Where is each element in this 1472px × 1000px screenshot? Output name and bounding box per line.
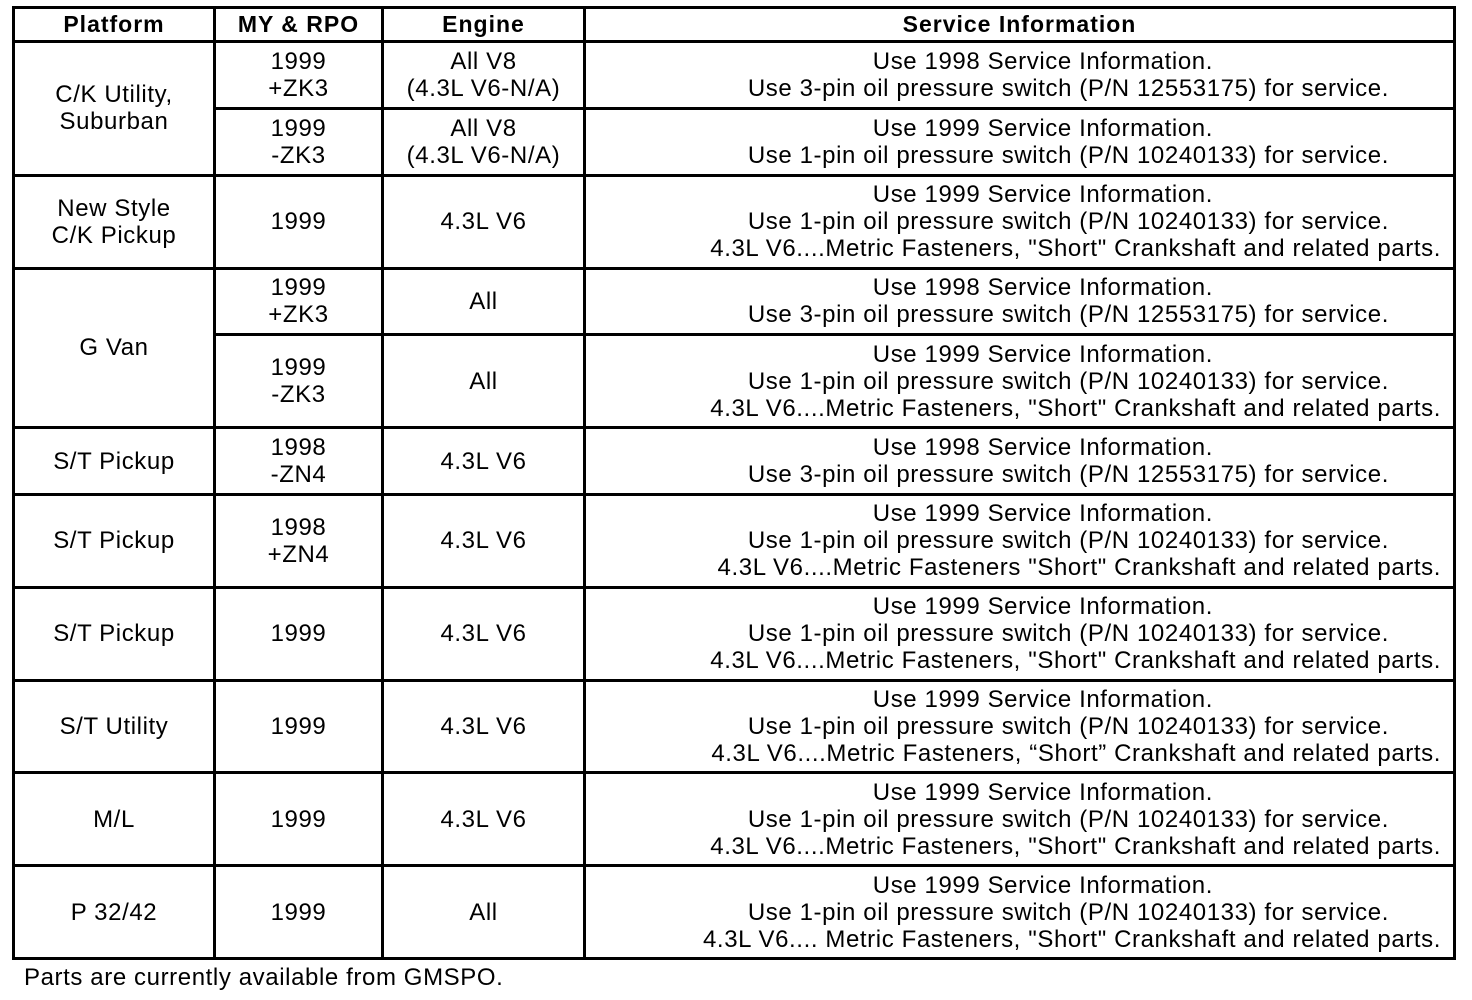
cell-my-rpo-line: -ZN4	[270, 461, 327, 489]
cell-engine-line: (4.3L V6-N/A)	[406, 141, 561, 169]
cell-service-information-line: Use 1999 Service Information.	[872, 340, 1213, 368]
cell-service-information-line: Use 1998 Service Information.	[872, 47, 1213, 75]
cell-engine-line: 4.3L V6	[440, 712, 527, 740]
cell-my-rpo	[215, 587, 383, 680]
cell-my-rpo-line: 1998	[270, 434, 327, 462]
header-service-information: Service Information	[585, 8, 1455, 42]
cell-engine-line: 4.3L V6	[440, 447, 527, 475]
cell-my-rpo-line: -ZK3	[271, 141, 326, 169]
cell-service-information-line: Use 1-pin oil pressure switch (P/N 10240133) for service.	[747, 898, 1389, 926]
cell-my-rpo	[215, 495, 383, 588]
header-engine: Engine	[383, 8, 585, 42]
cell-platform: S/T Utility	[14, 680, 215, 773]
cell-service-information-line: Use 1-pin oil pressure switch (P/N 10240133) for service.	[747, 141, 1389, 169]
table-row	[14, 866, 1455, 959]
cell-service-information-line: 4.3L V6....Metric Fasteners, “Short” Crankshaft and related parts.	[711, 739, 1441, 767]
cell-engine-line: All	[469, 898, 498, 926]
header-platform: Platform	[14, 8, 215, 42]
table-row	[14, 587, 1455, 680]
cell-my-rpo-line: 1999	[270, 47, 327, 75]
cell-service-information-line: Use 1999 Service Information.	[872, 114, 1213, 142]
cell-service-information-line: 4.3L V6....Metric Fasteners, "Short" Crankshaft and related parts.	[710, 394, 1441, 422]
cell-service-information	[585, 108, 1455, 175]
table-row	[14, 773, 1455, 866]
cell-platform: C/K Utility, Suburban	[14, 42, 215, 176]
cell-service-information-line: Use 1999 Service Information.	[872, 181, 1213, 209]
cell-engine-line: 4.3L V6	[440, 805, 527, 833]
cell-engine	[383, 42, 585, 109]
table-body	[14, 42, 1455, 959]
cell-service-information	[585, 866, 1455, 959]
cell-my-rpo	[215, 42, 383, 109]
cell-service-information-line: Use 1-pin oil pressure switch (P/N 10240133) for service.	[747, 367, 1389, 395]
cell-engine-line: 4.3L V6	[440, 620, 527, 648]
cell-my-rpo-line: 1998	[270, 513, 327, 541]
cell-engine	[383, 175, 585, 268]
cell-engine-line: 4.3L V6	[440, 208, 527, 236]
cell-engine	[383, 495, 585, 588]
cell-my-rpo-line: 1999	[270, 620, 327, 648]
table-row	[14, 335, 1455, 428]
cell-service-information-line: Use 3-pin oil pressure switch (P/N 12553175) for service.	[747, 301, 1389, 329]
cell-my-rpo	[215, 268, 383, 335]
cell-engine	[383, 587, 585, 680]
cell-engine	[383, 773, 585, 866]
cell-service-information-line: Use 1998 Service Information.	[872, 274, 1213, 302]
cell-service-information-line: Use 1-pin oil pressure switch (P/N 10240133) for service.	[747, 712, 1389, 740]
table-row	[14, 428, 1455, 495]
cell-engine-line: All V8	[450, 114, 517, 142]
cell-engine	[383, 680, 585, 773]
cell-my-rpo	[215, 866, 383, 959]
cell-engine	[383, 268, 585, 335]
cell-my-rpo-line: 1999	[270, 274, 327, 302]
cell-service-information	[585, 335, 1455, 428]
cell-service-information-line: Use 1-pin oil pressure switch (P/N 10240133) for service.	[747, 805, 1389, 833]
cell-engine-line: All	[469, 287, 498, 315]
footnote: Parts are currently available from GMSPO.	[24, 964, 504, 991]
cell-engine	[383, 866, 585, 959]
cell-service-information-line: Use 1999 Service Information.	[872, 500, 1213, 528]
cell-my-rpo-line: -ZK3	[271, 381, 326, 409]
cell-service-information-line: Use 1999 Service Information.	[872, 871, 1213, 899]
cell-service-information-line: 4.3L V6....Metric Fasteners, "Short" Crankshaft and related parts.	[710, 832, 1441, 860]
cell-service-information-line: Use 1999 Service Information.	[872, 778, 1213, 806]
cell-my-rpo	[215, 680, 383, 773]
cell-my-rpo-line: 1999	[270, 805, 327, 833]
cell-engine	[383, 108, 585, 175]
cell-engine	[383, 335, 585, 428]
cell-my-rpo-line: 1999	[270, 354, 327, 382]
cell-service-information-line: Use 3-pin oil pressure switch (P/N 12553175) for service.	[747, 461, 1389, 489]
cell-my-rpo	[215, 175, 383, 268]
cell-service-information-line: Use 1999 Service Information.	[872, 685, 1213, 713]
cell-platform: G Van	[14, 268, 215, 428]
cell-service-information-line: 4.3L V6....Metric Fasteners, "Short" Crankshaft and related parts.	[710, 647, 1441, 675]
cell-service-information	[585, 428, 1455, 495]
cell-my-rpo	[215, 108, 383, 175]
cell-service-information-line: Use 1-pin oil pressure switch (P/N 10240133) for service.	[747, 620, 1389, 648]
cell-platform: P 32/42	[14, 866, 215, 959]
cell-service-information-line: Use 3-pin oil pressure switch (P/N 12553175) for service.	[747, 74, 1389, 102]
cell-my-rpo	[215, 428, 383, 495]
table-row	[14, 268, 1455, 335]
cell-platform: M/L	[14, 773, 215, 866]
cell-service-information-line: Use 1-pin oil pressure switch (P/N 10240133) for service.	[747, 527, 1389, 555]
table-row	[14, 175, 1455, 268]
cell-my-rpo	[215, 773, 383, 866]
cell-platform: S/T Pickup	[14, 495, 215, 588]
cell-service-information-line: 4.3L V6.... Metric Fasteners, "Short" Crankshaft and related parts.	[702, 925, 1441, 953]
cell-platform: New Style C/K Pickup	[14, 175, 215, 268]
cell-my-rpo-line: +ZK3	[268, 301, 329, 329]
cell-platform: S/T Pickup	[14, 428, 215, 495]
cell-service-information	[585, 175, 1455, 268]
cell-service-information	[585, 773, 1455, 866]
cell-my-rpo-line: +ZN4	[267, 540, 330, 568]
table-row	[14, 42, 1455, 109]
cell-service-information	[585, 587, 1455, 680]
cell-platform: S/T Pickup	[14, 587, 215, 680]
cell-service-information	[585, 680, 1455, 773]
cell-service-information	[585, 268, 1455, 335]
header-row	[14, 8, 1455, 42]
cell-engine-line: All V8	[450, 47, 517, 75]
cell-my-rpo	[215, 335, 383, 428]
cell-service-information	[585, 42, 1455, 109]
cell-my-rpo-line: 1999	[270, 208, 327, 236]
cell-my-rpo-line: 1999	[270, 712, 327, 740]
table-row	[14, 108, 1455, 175]
table-row	[14, 495, 1455, 588]
cell-engine-line: All	[469, 367, 498, 395]
cell-service-information-line: Use 1998 Service Information.	[872, 434, 1213, 462]
cell-engine-line: 4.3L V6	[440, 527, 527, 555]
cell-service-information-line: 4.3L V6....Metric Fasteners, "Short" Crankshaft and related parts.	[710, 235, 1441, 263]
cell-service-information-line: Use 1-pin oil pressure switch (P/N 10240133) for service.	[747, 208, 1389, 236]
cell-service-information-line: Use 1999 Service Information.	[872, 593, 1213, 621]
cell-service-information	[585, 495, 1455, 588]
cell-my-rpo-line: +ZK3	[268, 74, 329, 102]
service-info-table	[12, 6, 1456, 960]
table-row	[14, 680, 1455, 773]
cell-engine	[383, 428, 585, 495]
cell-service-information-line: 4.3L V6....Metric Fasteners "Short" Crankshaft and related parts.	[717, 554, 1441, 582]
cell-my-rpo-line: 1999	[270, 114, 327, 142]
cell-engine-line: (4.3L V6-N/A)	[406, 74, 561, 102]
cell-my-rpo-line: 1999	[270, 898, 327, 926]
header-my-rpo: MY & RPO	[215, 8, 383, 42]
